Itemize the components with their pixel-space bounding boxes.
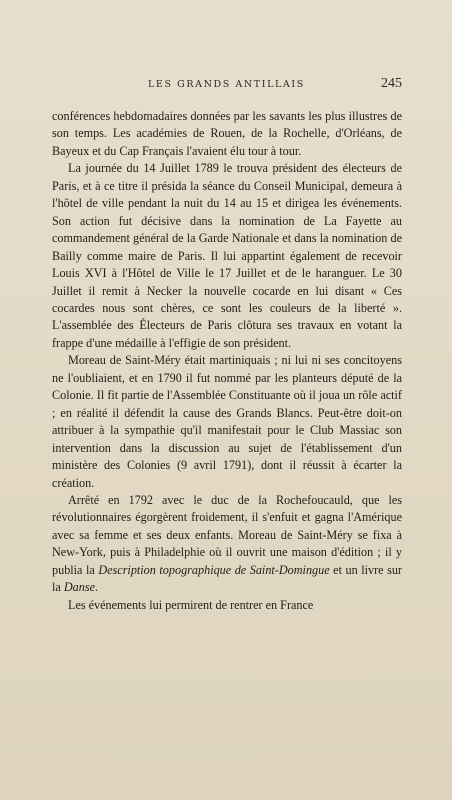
book-title-description: Description topographique de Saint-Domingue bbox=[98, 562, 330, 577]
paragraph-text-after: . bbox=[95, 580, 99, 595]
paragraph-text-middle: et un livre sur la bbox=[52, 562, 402, 595]
page-header bbox=[52, 76, 402, 96]
paragraph-continuation: conférences hebdomadaires données par les savants les plus illustres de son temps. Les académies de Rouen, de la Rochelle, d'Orléans, de Bayeux et du Cap Français l'avaient élu tour à tour. bbox=[52, 109, 402, 158]
paragraph-return-france: Les événements lui permirent de rentrer en France bbox=[68, 597, 314, 612]
paragraph-july-1789: La journée du 14 Juillet 1789 le trouva président des électeurs de Paris, et à ce titre il présida la séance du Conseil Municipal, demeura à l'hôtel de ville pendant la nuit du 14 au 15 et dirigea les événements. Son action fut décisive dans la nomination de La Fayette au commandement général de la Garde Nationale et dans la nomination de Bailly comme maire de Paris. Il lui appartint également de recevoir Louis XVI à l'Hôtel de Ville le 17 Juillet et de le haranguer. Le 30 Juillet il remit à Necker la nouvelle cocarde en lui disant « Ces cocardes nous sont chères, ce sont les couleurs de la liberté ». L'assemblée des Électeurs de Paris clôtura ses travaux en votant la frappe d'une médaille à l'effigie de son président. bbox=[52, 161, 402, 350]
book-title-danse: Danse bbox=[63, 580, 95, 595]
running-title: LES GRANDS ANTILLAIS bbox=[148, 79, 305, 90]
page-number: 245 bbox=[381, 76, 402, 91]
body-text bbox=[52, 108, 402, 614]
paragraph-martiniquais: Moreau de Saint-Méry était martiniquais ; ni lui ni ses concitoyens ne l'oubliaient, et en 1790 il fut nommé par les planteurs député de la Colonie. Il fit partie de l'Assemblée Constituante où il joua un rôle actif ; en réalité il défendit la cause des Grands Blancs. Peut-être doit-on attribuer à la sympathie qu'il manifestait pour le Club Massiac son intervention dans la discussion au sujet de l'établissement d'un ministère des Colonies (9 avril 1791), dont il réussit à écarter la création. bbox=[52, 353, 402, 490]
paragraph-text-before: Arrêté en 1792 avec le duc de la Rochefoucauld, que les révolutionnaires égorgèrent froidement, il s'enfuit et gagna l'Amérique avec sa femme et ses deux enfants. Moreau de Saint-Méry se fixa à New-York, puis à Philadelphie où il ouvrit une maison d'édition ; il y publia la bbox=[52, 492, 402, 577]
paragraph-arrest-1792 bbox=[52, 492, 402, 597]
